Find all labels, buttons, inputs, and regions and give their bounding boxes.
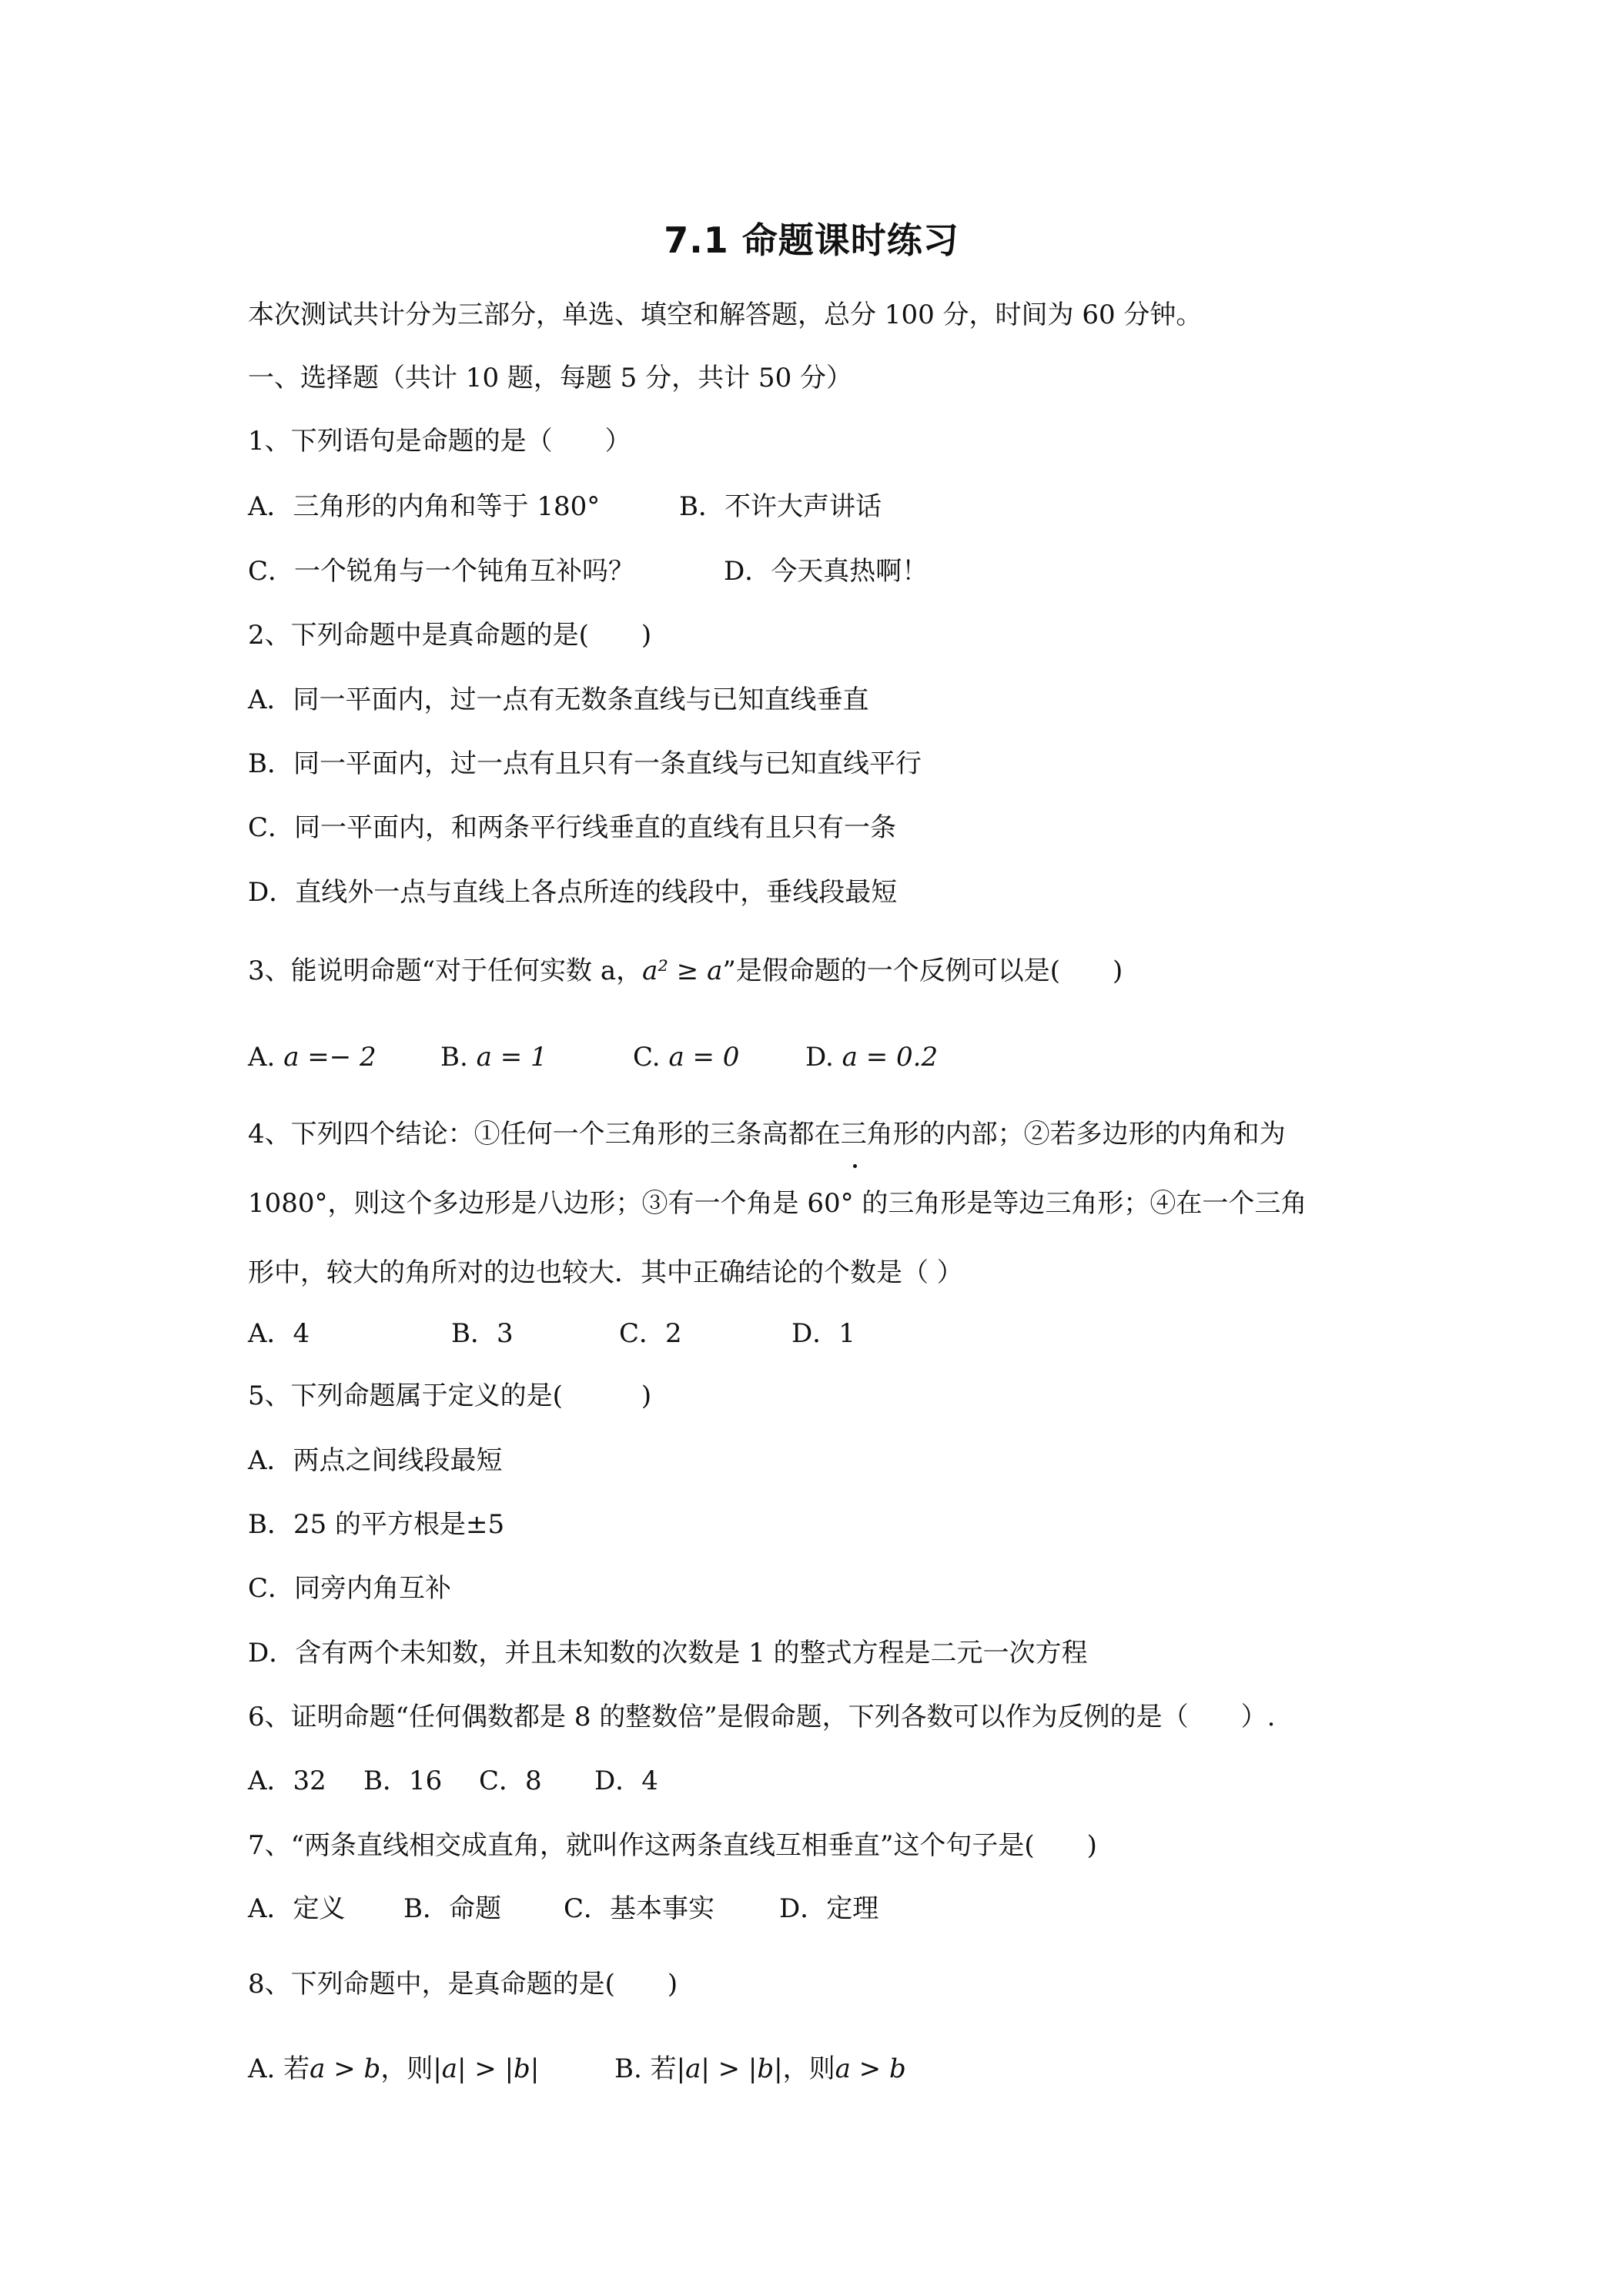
- q5-option-a: A．两点之间线段最短: [248, 1445, 503, 1476]
- q8-option-b: [614, 2053, 906, 2084]
- q4-option-c: C．2: [619, 1318, 682, 1349]
- q6-stem: 6、证明命题“任何偶数都是 8 的整数倍”是假命题，下列各数可以作为反例的是（ ）.: [248, 1702, 1276, 1732]
- q4-option-b: B．3: [451, 1318, 514, 1349]
- q3-option-b-value: a = 1: [476, 1042, 547, 1073]
- intro-text: 本次测试共计分为三部分，单选、填空和解答题，总分 100 分，时间为 60 分钟。: [248, 300, 1203, 330]
- q3-stem-post: ”是假命题的一个反例可以是( ): [722, 956, 1123, 986]
- q8-option-a-mid: ，则: [380, 2053, 433, 2084]
- q7-options: [248, 1893, 879, 1924]
- q3-option-a-label: A.: [248, 1042, 276, 1073]
- q7-option-b: B．命题: [403, 1893, 501, 1924]
- q4-line1: 4、下列四个结论：①任何一个三角形的三条高都在三角形的内部；②若多边形的内角和为: [248, 1119, 1286, 1150]
- emphasis-dot: [853, 1164, 857, 1168]
- q3-option-d-label: D.: [805, 1042, 834, 1073]
- q2-option-b: B．同一平面内，过一点有且只有一条直线与已知直线平行: [248, 748, 922, 779]
- q5-option-d: D．含有两个未知数，并且未知数的次数是 1 的整式方程是二元一次方程: [248, 1638, 1088, 1668]
- q5-option-c: C．同旁内角互补: [248, 1573, 452, 1604]
- q1-option-b: B．不许大声讲话: [679, 491, 882, 522]
- q6-option-c: C．8: [479, 1766, 542, 1796]
- q7-option-d: D．定理: [779, 1893, 879, 1924]
- q6-option-d: D．4: [594, 1766, 658, 1796]
- q4-option-a: A．4: [248, 1318, 310, 1349]
- q3-stem-math: a² ≥ a: [642, 956, 723, 986]
- q8-option-a-math1: a > b: [310, 2053, 381, 2084]
- q4-line3: 形中，较大的角所对的边也较大．其中正确结论的个数是（ ）: [248, 1257, 963, 1288]
- q8-option-a-math2: |a| > |b|: [433, 2053, 540, 2084]
- q6-options: [248, 1768, 658, 1794]
- q3-option-d: [805, 1042, 939, 1073]
- q6-option-a: A．32: [248, 1766, 326, 1796]
- q7-option-c: C．基本事实: [564, 1893, 715, 1924]
- q3-option-b: [440, 1042, 633, 1073]
- page-title: 7.1 命题课时练习: [664, 219, 959, 261]
- q8-option-b-math2: a > b: [835, 2053, 906, 2084]
- q3-options: [248, 1042, 939, 1073]
- q3-option-c-label: C.: [633, 1042, 661, 1073]
- q2-option-a: A．同一平面内，过一点有无数条直线与已知直线垂直: [248, 684, 869, 715]
- q7-stem: 7、“两条直线相交成直角，就叫作这两条直线互相垂直”这个句子是( ): [248, 1830, 1097, 1861]
- q5-stem: 5、下列命题属于定义的是( ): [248, 1381, 652, 1411]
- q1-option-a: A．三角形的内角和等于 180°: [248, 491, 601, 522]
- q3-option-d-value: a = 0.2: [842, 1042, 939, 1073]
- q8-option-a: [248, 2053, 614, 2084]
- q2-stem: 2、下列命题中是真命题的是( ): [248, 620, 652, 651]
- q4-options: [248, 1320, 855, 1347]
- q3-option-c: [633, 1042, 805, 1073]
- q6-option-b: B．16: [363, 1766, 443, 1796]
- q8-option-b-math1: |a| > |b|: [676, 2053, 783, 2084]
- q3-option-a-value: a =− 2: [283, 1042, 376, 1073]
- section-heading: 一、选择题（共计 10 题，每题 5 分，共计 50 分）: [248, 363, 853, 393]
- q4-line2: 1080°，则这个多边形是八边形；③有一个角是 60° 的三角形是等边三角形；④在一个三角: [248, 1188, 1307, 1219]
- q4-option-d: D．1: [791, 1318, 855, 1349]
- q2-option-d: D．直线外一点与直线上各点所连的线段中，垂线段最短: [248, 877, 898, 908]
- q3-option-a: [248, 1042, 440, 1073]
- q3-option-b-label: B.: [440, 1042, 468, 1073]
- q3-stem-pre: 3、能说明命题“对于任何实数 a，: [248, 956, 643, 986]
- q8-options: [248, 2053, 906, 2084]
- q1-options-row2: [248, 556, 929, 587]
- q2-option-c: C．同一平面内，和两条平行线垂直的直线有且只有一条: [248, 812, 897, 843]
- q3-option-c-value: a = 0: [668, 1042, 740, 1073]
- q8-stem: 8、下列命题中，是真命题的是( ): [248, 1969, 678, 2000]
- q5-option-b: B．25 的平方根是±5: [248, 1509, 505, 1540]
- q1-options-row1: [248, 491, 882, 522]
- q1-option-c: C．一个锐角与一个钝角互补吗？: [248, 556, 635, 587]
- q1-stem: 1、下列语句是命题的是（ ）: [248, 426, 631, 457]
- q3-stem: [248, 958, 1123, 984]
- q8-option-b-prefix: B. 若: [614, 2053, 677, 2084]
- q8-option-b-mid: ，则: [782, 2053, 835, 2084]
- q8-option-a-prefix: A. 若: [248, 2053, 310, 2084]
- q7-option-a: A．定义: [248, 1893, 346, 1924]
- q1-option-d: D．今天真热啊！: [724, 556, 929, 587]
